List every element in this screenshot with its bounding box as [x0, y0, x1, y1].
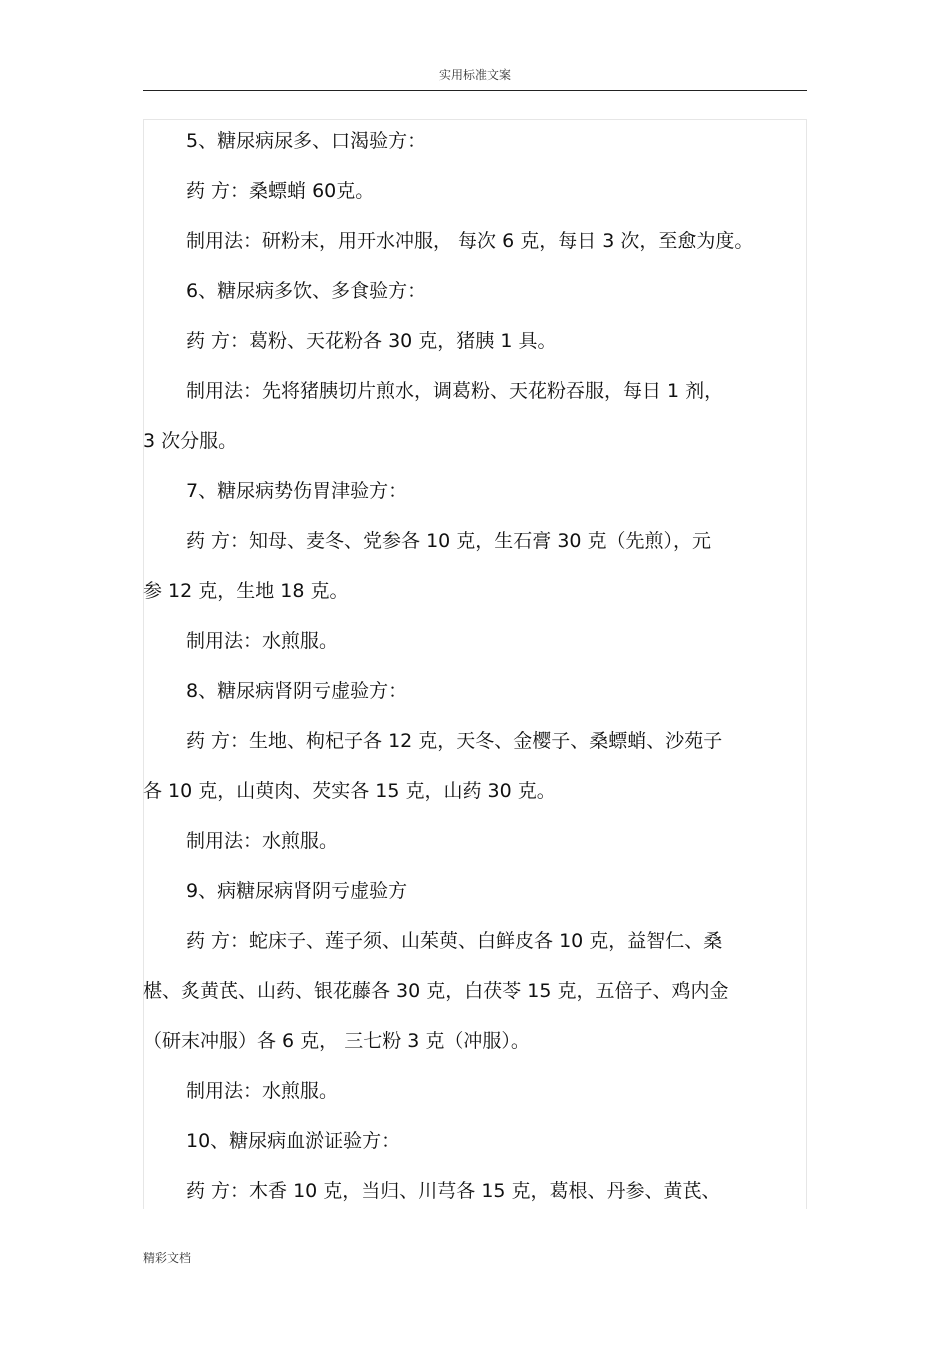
header-rule [143, 90, 807, 91]
recipe-6-usage: 制用法：先将猪胰切片煎水，调葛粉、天花粉吞服，每日 1 剂， [186, 380, 724, 402]
recipe-9-prescription: 药 方：蛇床子、莲子须、山茱萸、白鲜皮各 10 克，益智仁、桑 [186, 930, 723, 952]
recipe-6-prescription: 药 方：葛粉、天花粉各 30 克，猪胰 1 具。 [186, 330, 557, 352]
heading-recipe-8: 8、糖尿病肾阴亏虚验方： [186, 680, 408, 702]
recipe-9-prescription-cont-1: 椹、炙黄芪、山药、银花藤各 30 克，白茯苓 15 克，五倍子、鸡内金 [143, 980, 729, 1002]
heading-recipe-6: 6、糖尿病多饮、多食验方： [186, 280, 427, 302]
heading-recipe-10: 10、糖尿病血淤证验方： [186, 1130, 401, 1152]
heading-recipe-9: 9、病糖尿病肾阴亏虚验方 [186, 880, 408, 902]
recipe-8-prescription: 药 方：生地、枸杞子各 12 克，天冬、金樱子、桑螵蛸、沙苑子 [186, 730, 723, 752]
recipe-9-usage: 制用法：水煎服。 [186, 1080, 339, 1102]
heading-recipe-7: 7、糖尿病势伤胃津验方： [186, 480, 408, 502]
recipe-10-prescription: 药 方：木香 10 克，当归、川芎各 15 克，葛根、丹参、黄芪、 [186, 1180, 721, 1202]
document-body [143, 116, 807, 1216]
recipe-7-prescription-cont: 参 12 克，生地 18 克。 [143, 580, 349, 602]
recipe-5-usage: 制用法：研粉末，用开水冲服， 每次 6 克，每日 3 次，至愈为度。 [186, 230, 754, 252]
recipe-8-usage: 制用法：水煎服。 [186, 830, 339, 852]
recipe-6-usage-cont: 3 次分服。 [143, 430, 238, 452]
page-footer: 精彩文档 [143, 1251, 192, 1265]
page-header: 实用标准文案 [438, 68, 511, 82]
recipe-7-usage: 制用法：水煎服。 [186, 630, 339, 652]
recipe-7-prescription: 药 方：知母、麦冬、党参各 10 克，生石膏 30 克（先煎），元 [186, 530, 712, 552]
heading-recipe-5: 5、糖尿病尿多、口渴验方： [186, 130, 427, 152]
recipe-8-prescription-cont: 各 10 克，山萸肉、芡实各 15 克，山药 30 克。 [143, 780, 556, 802]
recipe-9-prescription-cont-2: （研末冲服）各 6 克， 三七粉 3 克（冲服）。 [143, 1030, 530, 1052]
recipe-5-prescription: 药 方：桑螵蛸 60克。 [186, 180, 375, 202]
